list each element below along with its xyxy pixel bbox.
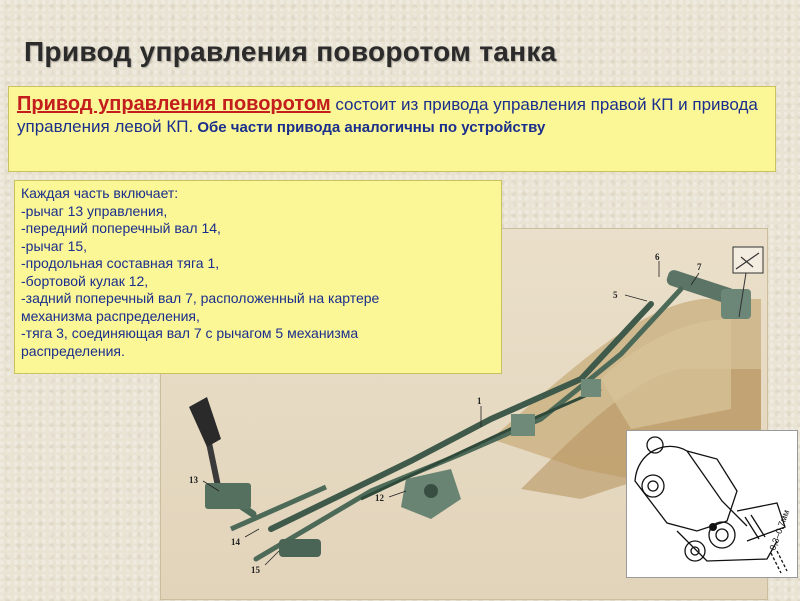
list-item: распределения. (21, 342, 125, 359)
callout-12: 12 (375, 493, 384, 503)
detail-drawing (626, 430, 798, 578)
detail-sketch (627, 431, 797, 577)
list-item: -рычаг 13 управления, (21, 202, 168, 219)
callout-13: 13 (189, 475, 198, 485)
list-item: -задний поперечный вал 7, расположенный на картере (21, 290, 380, 306)
intro-lead: Привод управления поворотом (17, 93, 331, 115)
list-item: механизма распределения, (21, 307, 200, 324)
list-item: -продольная составная тяга 1, (21, 255, 220, 271)
components-heading: Каждая часть включает: (21, 185, 179, 201)
callout-15: 15 (251, 565, 260, 575)
list-item: -тяга 3, соединяющая вал 7 с рычагом 5 механизма (21, 325, 359, 341)
slide-title: Привод управления поворотом танка (24, 36, 557, 67)
intro-box (8, 86, 776, 172)
list-item: -рычаг 15, (21, 237, 88, 254)
callout-14: 14 (231, 537, 240, 547)
intro-note: Обе части привода аналогичны по устройству (193, 119, 546, 136)
callout-7: 7 (697, 262, 702, 272)
list-item: -бортовой кулак 12, (21, 272, 149, 289)
callout-6: 6 (655, 252, 660, 262)
clearance-dimension: 0,3–0,7мм (767, 508, 792, 552)
intro-text: состоит из привода управления правой КП и привода управления левой КП. (17, 95, 758, 136)
list-item: -передний поперечный вал 14, (21, 220, 221, 236)
callout-5: 5 (613, 290, 618, 300)
callout-1: 1 (477, 396, 482, 406)
components-list (14, 180, 502, 374)
